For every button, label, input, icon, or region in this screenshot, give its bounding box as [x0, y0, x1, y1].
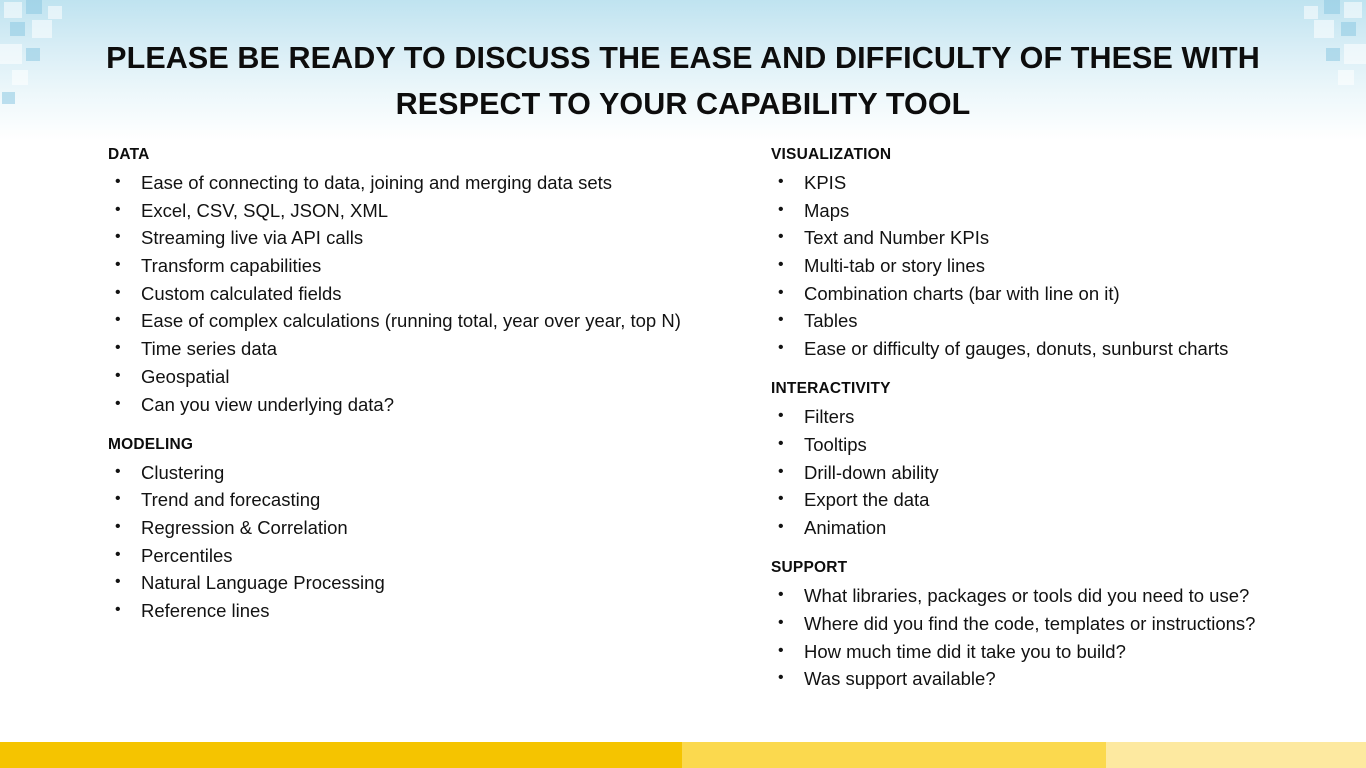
list-item [108, 197, 708, 224]
list-item-text: Transform capabilities [141, 255, 322, 277]
bullet-icon: • [115, 173, 121, 190]
bullet-icon: • [778, 518, 784, 536]
list-item-text: Animation [804, 517, 887, 539]
list-item [108, 569, 708, 596]
group-data [108, 146, 708, 418]
list-item-text: Where did you find the code, templates or instructions? [804, 612, 1256, 634]
list-item [771, 431, 1351, 458]
right-column [771, 146, 1351, 693]
bullet-icon: • [115, 311, 121, 329]
group-support [771, 559, 1351, 692]
bullet-list [771, 582, 1351, 692]
list-item-text: Clustering [141, 461, 225, 483]
group-heading: SUPPORT [771, 559, 848, 577]
bullet-icon: • [778, 407, 784, 425]
group-heading: MODELING [108, 435, 194, 453]
bullet-icon: • [778, 339, 784, 357]
bullet-icon: • [778, 283, 784, 301]
list-item-text: Streaming live via API calls [141, 227, 364, 249]
footer-bar-primary [0, 742, 682, 768]
list-item [771, 403, 1351, 430]
bullet-icon: • [115, 601, 121, 619]
footer-bar-mid [682, 742, 1106, 768]
list-item-text: Combination charts (bar with line on it) [804, 282, 1120, 304]
list-item-text: Was support available? [804, 668, 996, 690]
list-item [108, 335, 708, 362]
bullet-list [108, 169, 708, 418]
group-modeling [108, 436, 708, 625]
list-item [771, 610, 1351, 637]
group-visualization [771, 146, 1351, 362]
footer-bar-light [1106, 742, 1366, 768]
bullet-icon: • [778, 173, 784, 190]
list-item [771, 307, 1351, 334]
list-item-text: Regression & Correlation [141, 517, 348, 539]
list-item [108, 363, 708, 390]
bullet-list [771, 169, 1351, 362]
list-item [108, 391, 708, 418]
list-item-text: Drill-down ability [804, 461, 939, 483]
bullet-icon: • [115, 339, 121, 357]
bullet-icon: • [115, 256, 121, 274]
bullet-icon: • [115, 518, 121, 536]
list-item [771, 169, 1351, 196]
list-item [771, 335, 1351, 362]
list-item-text: Can you view underlying data? [141, 393, 394, 415]
list-item [108, 224, 708, 251]
list-item-text: Ease of connecting to data, joining and merging data sets [141, 172, 613, 193]
list-item-text: Text and Number KPIs [804, 227, 990, 249]
list-item [108, 486, 708, 513]
bullet-icon: • [115, 462, 121, 480]
list-item [771, 459, 1351, 486]
list-item-text: Export the data [804, 489, 930, 511]
bullet-icon: • [115, 283, 121, 301]
list-item-text: Filters [804, 406, 855, 428]
list-item-text: Percentiles [141, 544, 233, 566]
list-item-text: Custom calculated fields [141, 282, 342, 304]
list-item [108, 514, 708, 541]
list-item [108, 169, 708, 196]
bullet-icon: • [778, 435, 784, 452]
list-item [771, 252, 1351, 279]
list-item [108, 459, 708, 486]
footer-color-bars [0, 742, 1366, 768]
list-item-text: Ease of complex calculations (running total, year over year, top N) [141, 310, 681, 332]
list-item-text: Multi-tab or story lines [804, 255, 985, 277]
bullet-icon: • [778, 200, 784, 218]
list-item-text: How much time did it take you to build? [804, 640, 1126, 662]
group-heading: VISUALIZATION [771, 146, 892, 163]
bullet-icon: • [778, 462, 784, 480]
slide-title: PLEASE BE READY TO DISCUSS THE EASE AND DIFFICULTY OF THESE WITH RESPECT TO YOUR CAPABILITY TOOL [106, 41, 1260, 121]
bullet-list [108, 459, 708, 625]
bullet-icon: • [778, 256, 784, 274]
list-item [771, 665, 1351, 692]
list-item-text: Trend and forecasting [141, 489, 321, 511]
bullet-icon: • [778, 613, 784, 631]
list-item [108, 307, 708, 334]
group-heading: INTERACTIVITY [771, 380, 891, 398]
list-item [108, 597, 708, 624]
group-heading: DATA [108, 146, 150, 163]
left-column [108, 146, 708, 625]
bullet-icon: • [115, 573, 121, 591]
bullet-icon: • [778, 490, 784, 508]
list-item-text: Ease or difficulty of gauges, donuts, sunburst charts [804, 338, 1229, 360]
bullet-icon: • [115, 545, 121, 563]
list-item-text: KPIS [804, 172, 847, 193]
list-item-text: Time series data [141, 338, 278, 360]
list-item-text: Tooltips [804, 434, 867, 455]
list-item [771, 486, 1351, 513]
list-item [771, 280, 1351, 307]
list-item [771, 582, 1351, 609]
bullet-icon: • [115, 366, 121, 384]
list-item [108, 280, 708, 307]
bullet-icon: • [115, 394, 121, 412]
list-item-text: Geospatial [141, 365, 230, 387]
bullet-icon: • [778, 641, 784, 659]
bullet-icon: • [778, 311, 784, 329]
list-item [771, 197, 1351, 224]
group-interactivity [771, 380, 1351, 541]
list-item-text: Tables [804, 310, 858, 332]
list-item-text: Maps [804, 199, 850, 221]
bullet-icon: • [115, 490, 121, 508]
bullet-list [771, 403, 1351, 541]
bullet-icon: • [115, 200, 121, 218]
list-item-text: Reference lines [141, 600, 270, 622]
bullet-icon: • [778, 669, 784, 687]
list-item [108, 542, 708, 569]
bullet-icon: • [115, 228, 121, 246]
list-item-text: Natural Language Processing [141, 572, 385, 594]
list-item [771, 638, 1351, 665]
list-item [771, 514, 1351, 541]
list-item [108, 252, 708, 279]
list-item [771, 224, 1351, 251]
list-item-text: What libraries, packages or tools did you need to use? [804, 585, 1250, 607]
bullet-icon: • [778, 228, 784, 246]
list-item-text: Excel, CSV, SQL, JSON, XML [141, 199, 389, 221]
slide-body [0, 146, 1366, 736]
bullet-icon: • [778, 586, 784, 604]
